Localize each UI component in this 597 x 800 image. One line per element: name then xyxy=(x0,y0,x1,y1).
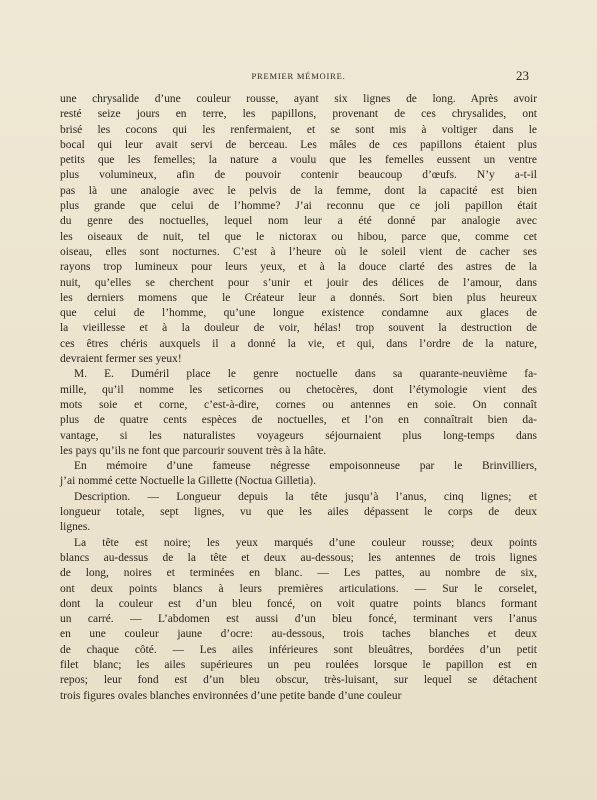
text-line: un carré. — L’abdomen est aussi d’un bleu foncé, terminant vers l’anus xyxy=(60,613,537,626)
text-line: devraient fermer ses yeux! xyxy=(60,353,182,366)
text-line: pas là une analogie avec le pelvis de la femme, dont la capacité est bien xyxy=(60,184,537,197)
running-title: PREMIER MÉMOIRE. xyxy=(251,71,346,81)
text-line: en une couleur jaune d’ocre: au-dessous, trois taches blanches et deux xyxy=(60,628,537,641)
text-line: mille, qu’il nomme les seticornes ou chetocères, dont l’étymologie vient des xyxy=(60,383,537,396)
text-line: M. E. Duméril place le genre noctuelle dans sa quarante-neuvième fa- xyxy=(74,368,537,381)
paragraph xyxy=(60,536,537,704)
text-line: du genre des noctuelles, lequel nom leur a été donné par analogie avec xyxy=(60,215,537,228)
text-line: nuit, qu’elles se cherchent pour s’unir et jouir des délices de l’amour, dans xyxy=(60,276,537,289)
page-number: 23 xyxy=(516,68,529,83)
text-line: plus grande que celui de l’homme? J’ai reconnu que ce joli papillon était xyxy=(60,200,537,213)
text-line: bocal qui leur avait servi de berceau. Les mâles de ces papillons étaient plus xyxy=(60,138,537,151)
text-line: La tête est noire; les yeux marqués d’une couleur rousse; deux points xyxy=(74,536,537,549)
text-line: plus volumineux, afin de pouvoir contenir beaucoup d’œufs. N’y a-t-il xyxy=(60,169,537,182)
text-line: plus de quatre cents espèces de noctuelles, et l’on en connaîtrait bien da- xyxy=(60,414,537,427)
page-header xyxy=(60,68,537,84)
text-line: trois figures ovales blanches environnées d’une petite bande d’une couleur xyxy=(60,689,402,702)
text-line: longueur totale, sept lignes, vu que les ailes dépassent le corps de deux xyxy=(60,506,537,519)
text-line: ces êtres chéris auxquels il a donné la vie, et qui, dans l’ordre de la nature, xyxy=(60,337,537,350)
text-line: Description. — Longueur depuis la tête jusqu’à l’anus, cinq lignes; et xyxy=(74,490,537,503)
text-line: les oiseaux de nuit, tel que le nictorax ou hibou, parce que, comme cet xyxy=(60,230,537,243)
text-line: les derniers momens que le Créateur leur a donnés. Sort bien plus heureux xyxy=(60,291,537,304)
text-line: j’ai nommé cette Noctuelle la Gillette (Noctua Gilletia). xyxy=(60,475,316,488)
text-line: vantage, si les naturalistes voyageurs séjournaient plus long-temps dans xyxy=(60,429,537,442)
text-line: lignes. xyxy=(60,521,91,534)
text-line: mots soie et corne, c’est-à-dire, cornes ou antennes en soie. On connaît xyxy=(60,398,537,411)
text-line: une chrysalide d’une couleur rousse, ayant six lignes de long. Après avoir xyxy=(60,93,537,105)
text-line: oiseau, elles sont nocturnes. C’est à l’heure où le soleil vient de cacher ses xyxy=(60,245,537,258)
text-line: la vieillesse et à la douleur de voir, hélas! trop souvent la destruction de xyxy=(60,322,537,335)
text-line: les pays qu’ils ne font que parcourir souvent très à la hâte. xyxy=(60,444,327,457)
text-line: repos; leur fond est d’un bleu obscur, très-luisant, sur lequel se détachent xyxy=(60,674,537,687)
text-line: que celui de l’homme, qu’une longue existence condamne aux glaces de xyxy=(60,307,537,320)
paragraph xyxy=(60,367,537,459)
text-line: de long, noires et terminées en blanc. — Les pattes, au nombre de six, xyxy=(60,567,537,580)
body-text xyxy=(60,92,537,704)
text-line: resté seize jours en terre, les papillons, provenant de ces chrysalides, ont xyxy=(60,108,537,121)
text-line: rayons trop lumineux pour leurs yeux, et à la douce clarté des astres de la xyxy=(60,261,537,274)
text-line: brisé les cocons qui les renfermaient, et se sont mis à voltiger dans le xyxy=(60,123,537,136)
text-line: petits que les femelles; la nature a voulu que les femelles eussent un ventre xyxy=(60,154,537,167)
text-line: blancs au-dessus de la tête et deux au-dessous; les antennes de trois lignes xyxy=(60,551,537,564)
text-line: filet blanc; les ailes supérieures un peu roulées lorsque le papillon est en xyxy=(60,658,537,671)
text-line: ont deux points blancs à leurs premières articulations. — Sur le corselet, xyxy=(60,582,537,595)
paragraph xyxy=(60,92,537,367)
text-line: de chaque côté. — Les ailes inférieures sont bleuâtres, bordées d’un petit xyxy=(60,643,537,656)
text-line: En mémoire d’une fameuse négresse empoisonneuse par le Brinvilliers, xyxy=(74,460,537,473)
text-line: dont la couleur est d’un bleu foncé, on voit quatre points blancs formant xyxy=(60,597,537,610)
paragraph xyxy=(60,459,537,490)
paragraph xyxy=(60,490,537,536)
